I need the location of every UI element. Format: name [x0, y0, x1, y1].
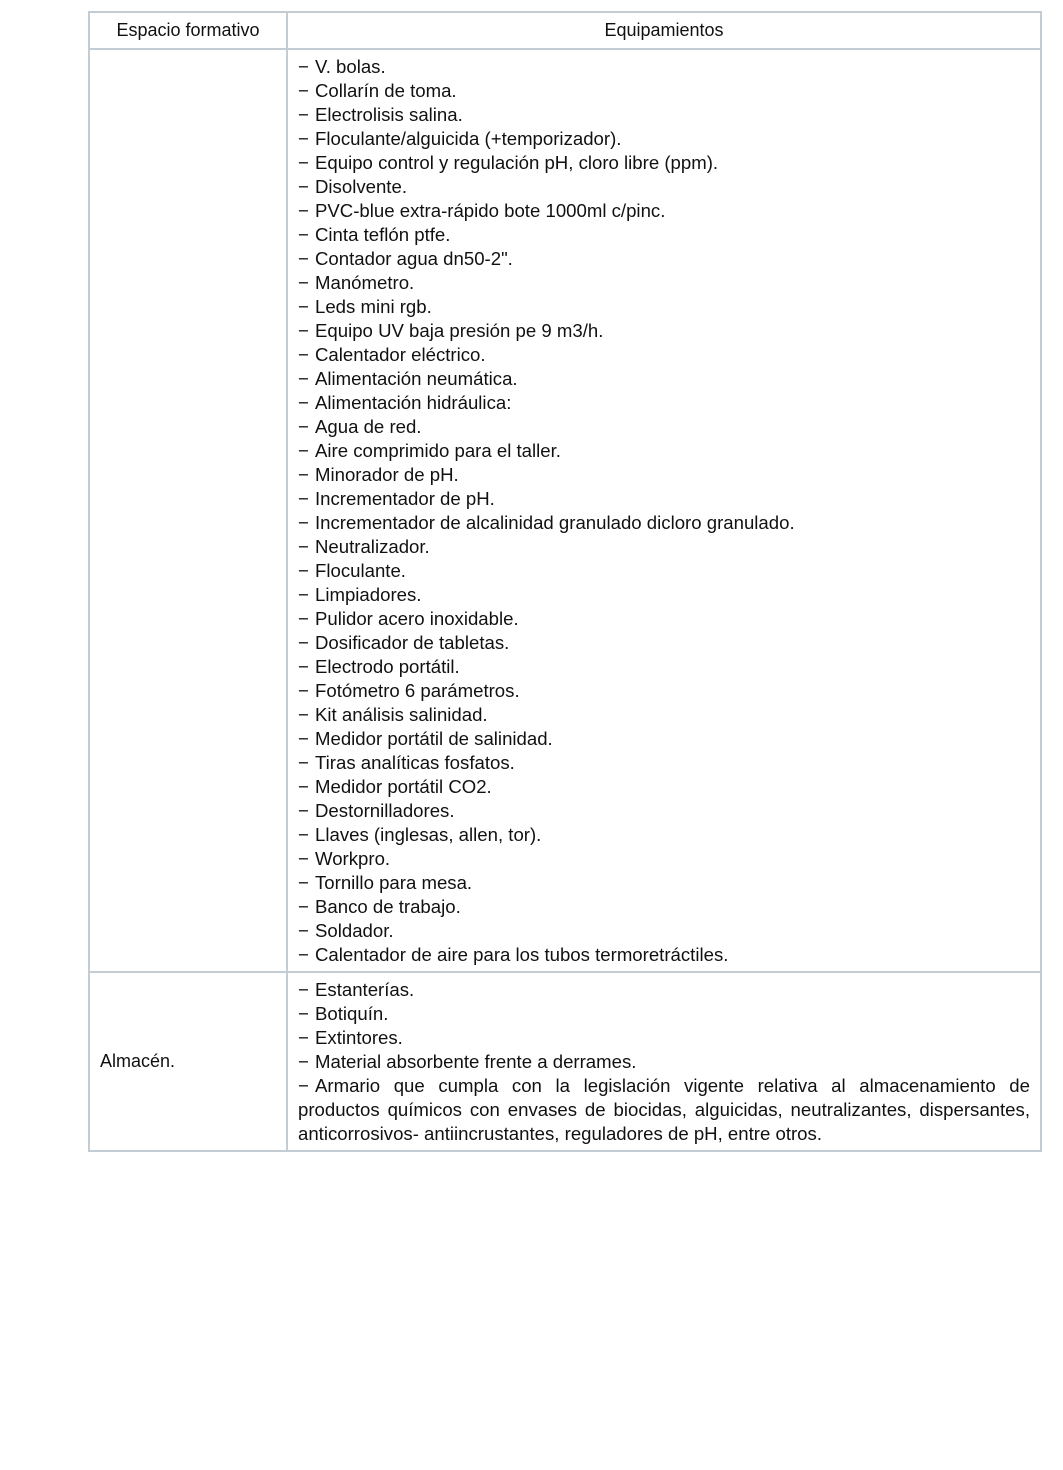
list-item [298, 631, 1030, 655]
list-item-text: Leds mini rgb. [315, 296, 432, 317]
list-item [298, 199, 1030, 223]
list-item-text: Alimentación hidráulica: [315, 392, 512, 413]
list-item [298, 943, 1030, 967]
bullet-dash: − [298, 1027, 309, 1048]
bullet-dash: − [298, 248, 309, 269]
list-item [298, 607, 1030, 631]
list-item-text: V. bolas. [315, 56, 386, 77]
bullet-dash: − [298, 512, 309, 533]
list-item-text: Estanterías. [315, 979, 415, 1000]
list-item-text: Floculante. [315, 560, 406, 581]
list-item-text: Alimentación neumática. [315, 368, 518, 389]
bullet-dash: − [298, 536, 309, 557]
list-item-text: Manómetro. [315, 272, 415, 293]
list-item [298, 271, 1030, 295]
bullet-dash: − [298, 200, 309, 221]
space-cell: Almacén. [89, 972, 287, 1151]
list-item [298, 1002, 1030, 1026]
list-item [298, 535, 1030, 559]
list-item-text: Electrolisis salina. [315, 104, 463, 125]
list-item [298, 1074, 1030, 1146]
list-item [298, 247, 1030, 271]
bullet-dash: − [298, 344, 309, 365]
header-equipamientos: Equipamientos [287, 12, 1041, 49]
bullet-dash: − [298, 224, 309, 245]
list-item-text: Destornilladores. [315, 800, 455, 821]
list-item-text: Contador agua dn50-2". [315, 248, 513, 269]
list-item [298, 487, 1030, 511]
list-item-text: Banco de trabajo. [315, 896, 461, 917]
list-item-text: Medidor portátil de salinidad. [315, 728, 553, 749]
list-item [298, 103, 1030, 127]
list-item [298, 295, 1030, 319]
list-item [298, 79, 1030, 103]
header-espacio-formativo: Espacio formativo [89, 12, 287, 49]
list-item [298, 583, 1030, 607]
bullet-dash: − [298, 560, 309, 581]
equipment-cell [287, 972, 1041, 1151]
list-item [298, 559, 1030, 583]
bullet-dash: − [298, 56, 309, 77]
list-item-text: Extintores. [315, 1027, 403, 1048]
list-item-text: Llaves (inglesas, allen, tor). [315, 824, 542, 845]
bullet-dash: − [298, 1003, 309, 1024]
bullet-dash: − [298, 848, 309, 869]
list-item [298, 367, 1030, 391]
equipment-table [88, 11, 1042, 1152]
space-cell [89, 49, 287, 972]
bullet-dash: − [298, 392, 309, 413]
list-item-text: Collarín de toma. [315, 80, 457, 101]
list-item [298, 415, 1030, 439]
list-item [298, 655, 1030, 679]
bullet-dash: − [298, 488, 309, 509]
list-item-text: Limpiadores. [315, 584, 422, 605]
list-item-text: Material absorbente frente a derrames. [315, 1051, 637, 1072]
bullet-dash: − [298, 704, 309, 725]
list-item-text: Agua de red. [315, 416, 422, 437]
list-item [298, 775, 1030, 799]
table-row [89, 972, 1041, 1151]
list-item-text: Equipo control y regulación pH, cloro libre (ppm). [315, 152, 719, 173]
list-item-text: Kit análisis salinidad. [315, 704, 488, 725]
list-item-text: Cinta teflón ptfe. [315, 224, 451, 245]
bullet-dash: − [298, 872, 309, 893]
list-item [298, 127, 1030, 151]
equipment-list [288, 973, 1040, 1150]
list-item [298, 511, 1030, 535]
list-item [298, 439, 1030, 463]
list-item-text: Incrementador de pH. [315, 488, 495, 509]
list-item [298, 727, 1030, 751]
list-item [298, 223, 1030, 247]
bullet-dash: − [298, 104, 309, 125]
list-item [298, 1026, 1030, 1050]
list-item-text: Disolvente. [315, 176, 407, 197]
list-item-text: Minorador de pH. [315, 464, 459, 485]
list-item [298, 871, 1030, 895]
list-item-text: Neutralizador. [315, 536, 430, 557]
list-item-text: Aire comprimido para el taller. [315, 440, 561, 461]
bullet-dash: − [298, 800, 309, 821]
bullet-dash: − [298, 1075, 309, 1096]
bullet-dash: − [298, 440, 309, 461]
bullet-dash: − [298, 368, 309, 389]
list-item [298, 919, 1030, 943]
bullet-dash: − [298, 824, 309, 845]
list-item [298, 799, 1030, 823]
list-item [298, 978, 1030, 1002]
list-item [298, 463, 1030, 487]
list-item [298, 343, 1030, 367]
list-item-text: Pulidor acero inoxidable. [315, 608, 519, 629]
list-item-text: Floculante/alguicida (+temporizador). [315, 128, 622, 149]
bullet-dash: − [298, 464, 309, 485]
list-item-text: Fotómetro 6 parámetros. [315, 680, 520, 701]
bullet-dash: − [298, 272, 309, 293]
list-item [298, 823, 1030, 847]
list-item [298, 319, 1030, 343]
list-item [298, 751, 1030, 775]
bullet-dash: − [298, 656, 309, 677]
list-item [298, 1050, 1030, 1074]
list-item-text: Calentador eléctrico. [315, 344, 486, 365]
bullet-dash: − [298, 776, 309, 797]
bullet-dash: − [298, 128, 309, 149]
list-item-text: Dosificador de tabletas. [315, 632, 510, 653]
bullet-dash: − [298, 152, 309, 173]
bullet-dash: − [298, 176, 309, 197]
list-item [298, 151, 1030, 175]
list-item-text: Tiras analíticas fosfatos. [315, 752, 515, 773]
bullet-dash: − [298, 752, 309, 773]
table-row [89, 49, 1041, 972]
header-row [89, 12, 1041, 49]
list-item [298, 55, 1030, 79]
bullet-dash: − [298, 1051, 309, 1072]
bullet-dash: − [298, 920, 309, 941]
bullet-dash: − [298, 608, 309, 629]
list-item-text: Calentador de aire para los tubos termoretráctiles. [315, 944, 729, 965]
list-item [298, 679, 1030, 703]
bullet-dash: − [298, 296, 309, 317]
list-item-text: Medidor portátil CO2. [315, 776, 492, 797]
list-item-text: PVC-blue extra-rápido bote 1000ml c/pinc. [315, 200, 666, 221]
list-item [298, 391, 1030, 415]
list-item [298, 703, 1030, 727]
bullet-dash: − [298, 416, 309, 437]
list-item-text: Incrementador de alcalinidad granulado dicloro granulado. [315, 512, 795, 533]
list-item-text: Armario que cumpla con la legislación vigente relativa al almacenamiento de productos químicos con envases de biocidas, alguicidas, neutralizantes, dispersantes, anticorrosivos- antiincrustantes, reguladores de pH, entre otros. [298, 1075, 1030, 1144]
bullet-dash: − [298, 680, 309, 701]
list-item [298, 175, 1030, 199]
list-item-text: Electrodo portátil. [315, 656, 460, 677]
list-item-text: Soldador. [315, 920, 394, 941]
bullet-dash: − [298, 584, 309, 605]
bullet-dash: − [298, 979, 309, 1000]
equipment-cell [287, 49, 1041, 972]
list-item-text: Equipo UV baja presión pe 9 m3/h. [315, 320, 604, 341]
bullet-dash: − [298, 80, 309, 101]
bullet-dash: − [298, 896, 309, 917]
list-item [298, 895, 1030, 919]
bullet-dash: − [298, 632, 309, 653]
bullet-dash: − [298, 320, 309, 341]
list-item [298, 847, 1030, 871]
bullet-dash: − [298, 728, 309, 749]
list-item-text: Tornillo para mesa. [315, 872, 473, 893]
equipment-list [288, 50, 1040, 971]
bullet-dash: − [298, 944, 309, 965]
list-item-text: Botiquín. [315, 1003, 389, 1024]
list-item-text: Workpro. [315, 848, 391, 869]
